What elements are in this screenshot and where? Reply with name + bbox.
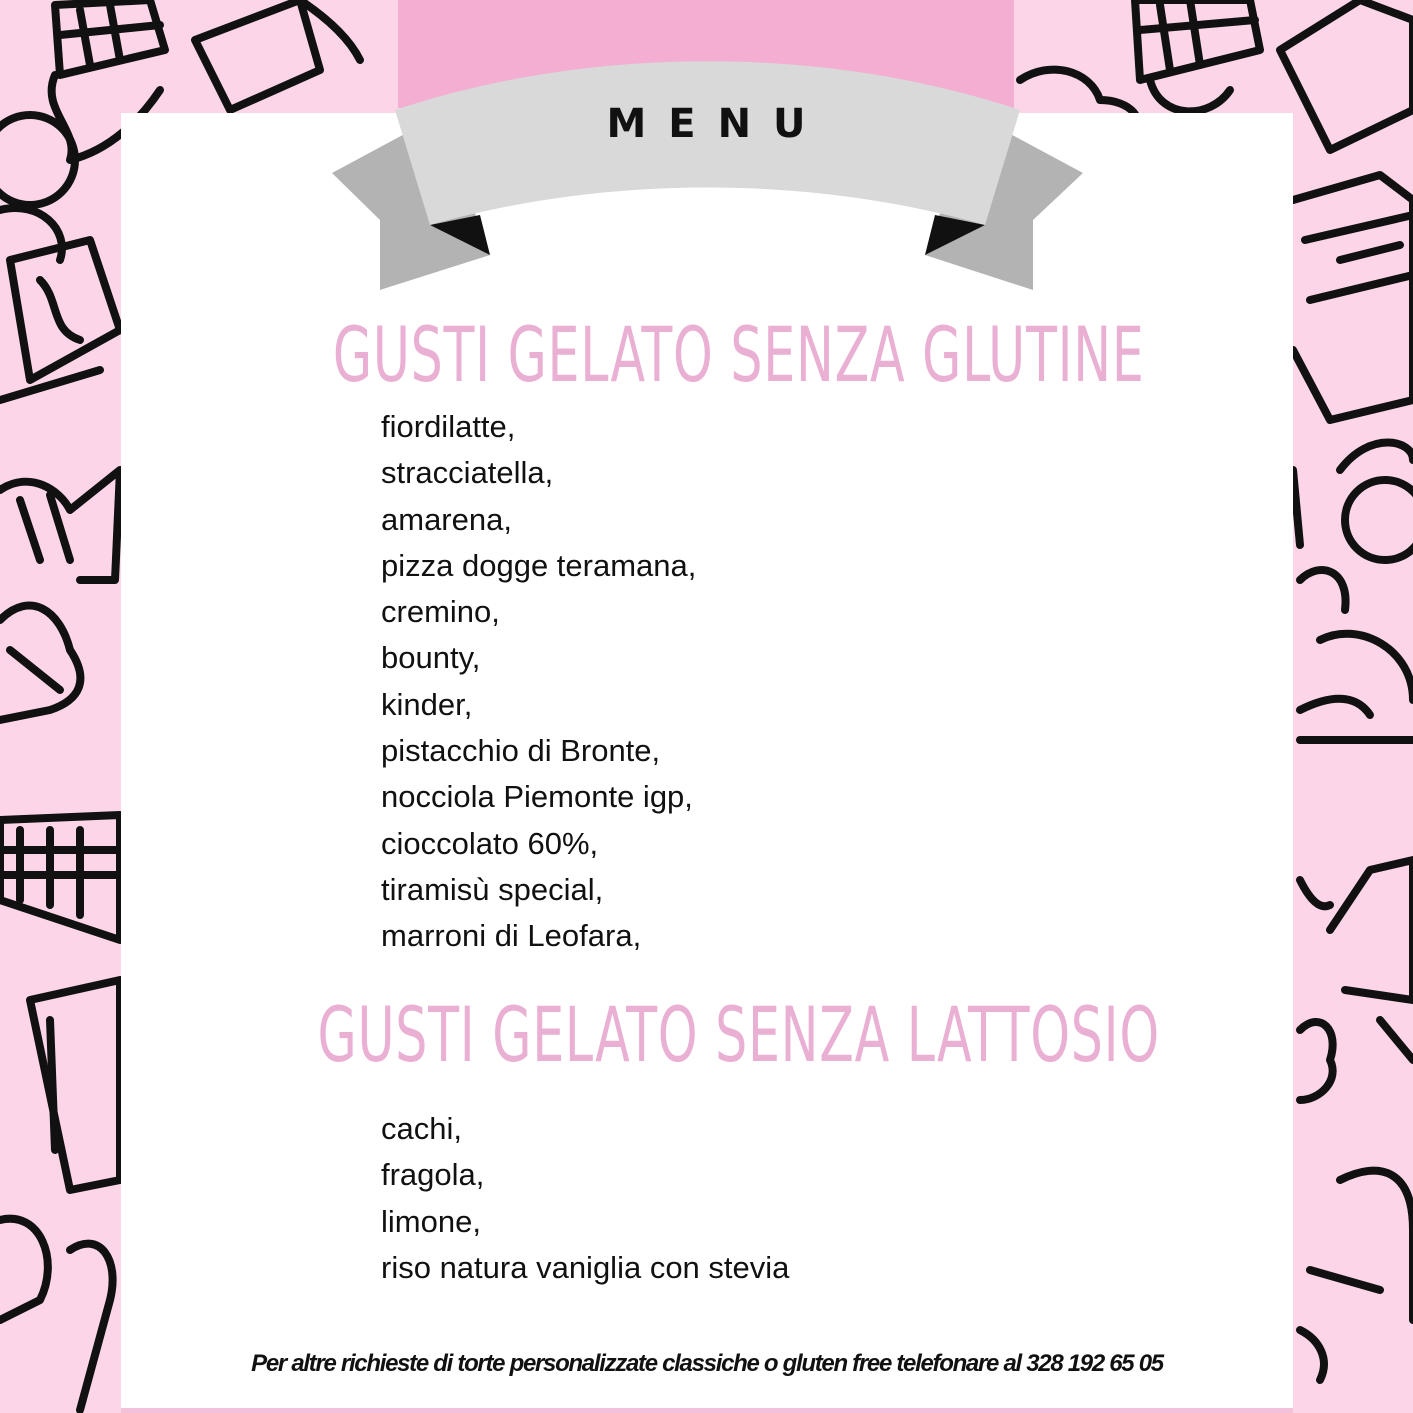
- gluten-free-flavor-list: [381, 404, 696, 960]
- menu-title: MENU: [606, 101, 828, 147]
- list-item: limone,: [381, 1203, 481, 1239]
- cupcake-icon: [0, 606, 80, 720]
- waffle-cone-icon: [0, 815, 120, 940]
- list-item: tiramisù special,: [381, 871, 604, 907]
- list-item: cachi,: [381, 1111, 462, 1146]
- section-heading-gluten-free: GUSTI GELATO SENZA GLUTINE: [332, 310, 1145, 399]
- list-item: fiordilatte,: [381, 409, 516, 444]
- cupcake-icon: [1293, 443, 1413, 561]
- list-item: stracciatella,: [381, 455, 554, 491]
- cupcake-icon: [0, 115, 75, 260]
- cake-slice-icon: [30, 980, 120, 1190]
- fruit-icon: [1300, 570, 1413, 740]
- list-item: cremino,: [381, 594, 500, 630]
- sandwich-cake-icon: [1293, 175, 1413, 420]
- list-item: kinder,: [381, 686, 473, 722]
- list-item: nocciola Piemonte igp,: [381, 779, 693, 815]
- ice-cream-icon: [1300, 1171, 1413, 1380]
- lactose-free-flavor-list: [381, 1106, 789, 1291]
- ice-cream-cone-icon: [1135, 0, 1260, 111]
- list-item: riso natura vaniglia con stevia: [381, 1249, 790, 1285]
- list-item: fragola,: [381, 1157, 485, 1193]
- list-item: pistacchio di Bronte,: [381, 733, 661, 769]
- cake-slice-icon: [1280, 0, 1413, 150]
- cupcake-icon: [0, 1219, 113, 1410]
- bottom-divider: [121, 1408, 1293, 1413]
- list-item: cioccolato 60%,: [381, 825, 599, 861]
- section-heading-lactose-free: GUSTI GELATO SENZA LATTOSIO: [317, 990, 1160, 1079]
- ice-cream-icon: [0, 470, 120, 580]
- list-item: bounty,: [381, 640, 481, 676]
- list-item: amarena,: [381, 501, 512, 537]
- list-item: marroni di Leofara,: [381, 918, 642, 954]
- cake-slice-icon: [1300, 860, 1413, 1000]
- list-item: pizza dogge teramana,: [381, 547, 697, 583]
- ribbon-banner: [330, 55, 1085, 295]
- footer-contact-note: Per altre richieste di torte personalizzate classiche o gluten free telefonare al 328 192 65 05: [251, 1350, 1163, 1377]
- cupcake-icon: [1300, 1020, 1413, 1100]
